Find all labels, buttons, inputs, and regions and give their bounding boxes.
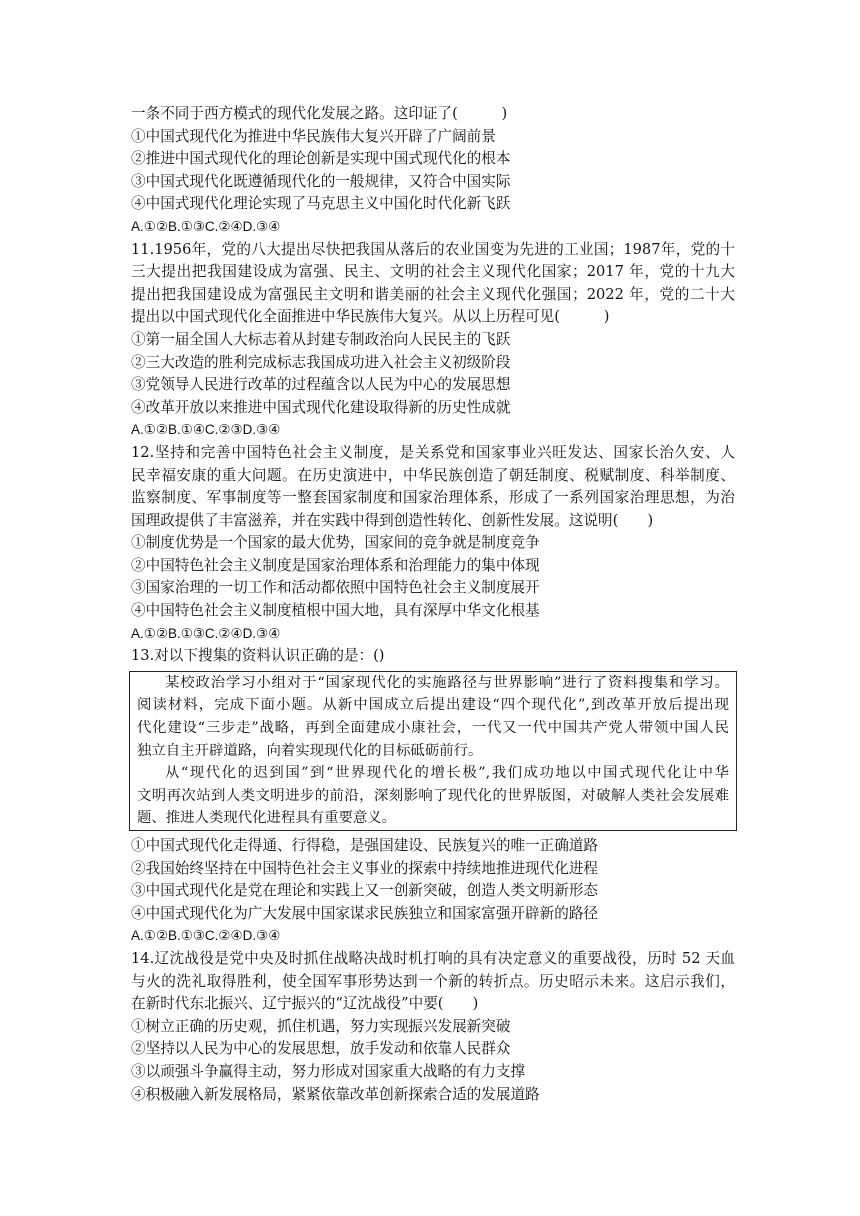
q10-option-4: ④中国式现代化理论实现了马克思主义中国化时代化新飞跃 bbox=[131, 195, 511, 213]
material-line-3: 代化建设“三步走”战略，再到全面建成小康社会，一代又一代中国共产党人带领中国人民 bbox=[137, 720, 729, 737]
q13-option-4: ④中国式现代化为广大发展中国家谋求民族独立和国家富强开辟新的路径 bbox=[131, 904, 599, 922]
q10-option-3: ③中国式现代化既遵循现代化的一般规律，又符合中国实际 bbox=[131, 172, 511, 190]
q12-stem-line-2: 民幸福安康的重大问题。在历史演进中，中华民族创造了朝廷制度、税赋制度、科举制度、 bbox=[131, 466, 735, 484]
q11-choices: A.①②B.①④C.②③D.③④ bbox=[131, 422, 281, 438]
material-line-1: 某校政治学习小组对于“国家现代化的实施路径与世界影响”进行了资料搜集和学习。 bbox=[165, 674, 729, 691]
material-line-5: 从“现代化的迟到国”到“世界现代化的增长极”,我们成功地以中国式现代化让中华 bbox=[165, 765, 729, 782]
q12-option-3: ③国家治理的一切工作和活动都依照中国特色社会主义制度展开 bbox=[131, 579, 540, 597]
material-line-7: 题、推进人类现代化进程具有重要意义。 bbox=[137, 810, 397, 827]
q12-option-1: ①制度优势是一个国家的最大优势，国家间的竞争就是制度竞争 bbox=[131, 534, 540, 552]
q14-stem-line-2: 与火的洗礼取得胜利，使全国军事形势达到一个新的转折点。历史昭示未来。这启示我们， bbox=[131, 972, 735, 990]
q11-option-4: ④改革开放以来推进中国式现代化建设取得新的历史性成就 bbox=[131, 398, 511, 416]
q11-option-2: ②三大改造的胜利完成标志我国成功进入社会主义初级阶段 bbox=[131, 353, 511, 371]
q11-option-1: ①第一届全国人大标志着从封建专制政治向人民民主的飞跃 bbox=[131, 330, 511, 348]
q14-stem-line-3: 在新时代东北振兴、辽宁振兴的“辽沈战役”中要( ) bbox=[131, 995, 479, 1013]
q12-stem-line-1: 12.坚持和完善中国特色社会主义制度，是关系党和国家事业兴旺发达、国家长治久安、人 bbox=[131, 443, 735, 461]
material-line-2: 阅读材料，完成下面小题。从新中国成立后提出建设“四个现代化”,到改革开放后提出现 bbox=[137, 697, 729, 714]
q12-choices: A.①②B.①③C.②④D.③④ bbox=[131, 625, 281, 641]
q14-stem-line-1: 14.辽沈战役是党中央及时抓住战略决战时机打响的具有决定意义的重要战役，历时 52 天血 bbox=[131, 949, 735, 967]
q10-stem-end: 一条不同于西方模式的现代化发展之路。这印证了( ) bbox=[131, 105, 508, 122]
q12-stem-line-3: 监察制度、军事制度等一整套国家制度和国家治理体系，形成了一系列国家治理思想，为治 bbox=[131, 489, 735, 507]
q13-option-2: ②我国始终坚持在中国特色社会主义事业的探索中持续地推进现代化进程 bbox=[131, 859, 599, 877]
q11-stem-line-2: 三大提出把我国建设成为富强、民主、文明的社会主义现代化国家；2017 年，党的十九大 bbox=[131, 263, 735, 281]
q12-option-4: ④中国特色社会主义制度植根中国大地，具有深厚中华文化根基 bbox=[131, 602, 540, 620]
q11-stem-line-4: 提出以中国式现代化全面推进中华民族伟大复兴。从以上历程可见( ) bbox=[131, 308, 610, 326]
q14-option-4: ④积极融入新发展格局，紧紧依靠改革创新探索合适的发展道路 bbox=[131, 1085, 540, 1103]
q13-option-3: ③中国式现代化是党在理论和实践上又一创新突破，创造人类文明新形态 bbox=[131, 882, 599, 900]
q11-stem-line-3: 提出把我国建设成为富强民主文明和谐美丽的社会主义现代化强国；2022 年，党的二十大 bbox=[131, 285, 735, 303]
material-line-6: 文明再次站到人类文明进步的前沿，深刻影响了现代化的世界版图，对破解人类社会发展难 bbox=[137, 787, 729, 804]
q10-option-2: ②推进中国式现代化的理论创新是实现中国式现代化的根本 bbox=[131, 150, 511, 168]
q11-option-3: ③党领导人民进行改革的过程蕴含以人民为中心的发展思想 bbox=[131, 376, 511, 394]
q13-option-1: ①中国式现代化走得通、行得稳，是强国建设、民族复兴的唯一正确道路 bbox=[131, 837, 599, 854]
exam-content bbox=[131, 103, 735, 1106]
q12-option-2: ②中国特色社会主义制度是国家治理体系和治理能力的集中体现 bbox=[131, 556, 540, 574]
q13-material-box bbox=[129, 671, 737, 831]
q10-option-1: ①中国式现代化为推进中华民族伟大复兴开辟了广阔前景 bbox=[131, 127, 496, 145]
q13-choices: A.①②B.①③C.②④D.③④ bbox=[131, 928, 281, 944]
material-line-4: 独立自主开辟道路，向着实现现代化的目标砥砺前行。 bbox=[137, 742, 483, 759]
q14-option-2: ②坚持以人民为中心的发展思想，放手发动和依靠人民群众 bbox=[131, 1040, 511, 1058]
q13-stem: 13.对以下搜集的资料认识正确的是：() bbox=[131, 647, 385, 665]
q14-option-3: ③以顽强斗争赢得主动，努力形成对国家重大战略的有力支撑 bbox=[131, 1062, 526, 1080]
q12-stem-line-4: 国理政提供了丰富滋养，并在实践中得到创造性转化、创新性发展。这说明( ) bbox=[131, 511, 654, 529]
q10-choices: A.①②B.①③C.②④D.③④ bbox=[131, 218, 281, 234]
q11-stem-line-1: 11.1956年，党的八大提出尽快把我国从落后的农业国变为先进的工业国；1987年，党的十 bbox=[131, 240, 735, 258]
q14-option-1: ①树立正确的历史观，抓住机遇，努力实现振兴发展新突破 bbox=[131, 1017, 511, 1035]
